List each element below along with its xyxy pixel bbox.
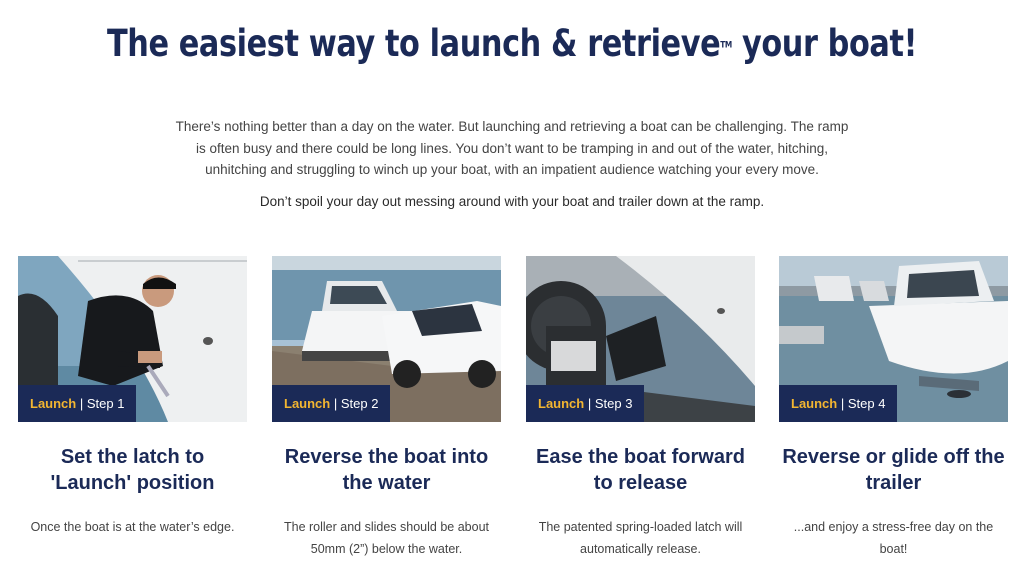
page-title: The easiest way to launch & retrieveTM your boat! — [106, 22, 918, 65]
step-3-description: The patented spring-loaded latch will automatically release. — [538, 520, 743, 556]
step-4-description: ...and enjoy a stress-free day on the boat! — [793, 520, 994, 556]
step-4-badge: Launch | Step 4 — [779, 385, 897, 422]
trademark-mark: TM — [720, 40, 732, 51]
step-card-4 — [779, 256, 1008, 556]
step-2-photo — [272, 256, 501, 422]
step-4-photo — [779, 256, 1008, 422]
step-1-badge: Launch | Step 1 — [18, 385, 136, 422]
step-3-badge: Launch | Step 3 — [526, 385, 644, 422]
step-1-title: Set the latch to 'Launch' position — [50, 446, 215, 494]
step-2-badge: Launch | Step 2 — [272, 385, 390, 422]
step-4-title: Reverse or glide off the trailer — [782, 446, 1005, 494]
intro-paragraph: There’s nothing better than a day on the water. But launching and retrieving a boat can be challenging. The ramp is often busy and there could be long lines. You don’t want to be tramping in and out of the water, hitching, unhitching and struggling to winch up your boat, with an impatient audience watching your every move. — [175, 119, 849, 177]
step-1-description: Once the boat is at the water’s edge. — [30, 520, 235, 534]
step-2-description: The roller and slides should be about 50mm (2”) below the water. — [284, 520, 489, 556]
step-card-1 — [18, 256, 247, 534]
tagline: Don’t spoil your day out messing around with your boat and trailer down at the ramp. — [259, 194, 765, 209]
step-1-photo — [18, 256, 247, 422]
step-card-3 — [526, 256, 755, 556]
step-3-title: Ease the boat forward to release — [536, 446, 745, 494]
step-3-photo — [526, 256, 755, 422]
step-card-2 — [272, 256, 501, 556]
step-2-title: Reverse the boat into the water — [284, 446, 489, 494]
